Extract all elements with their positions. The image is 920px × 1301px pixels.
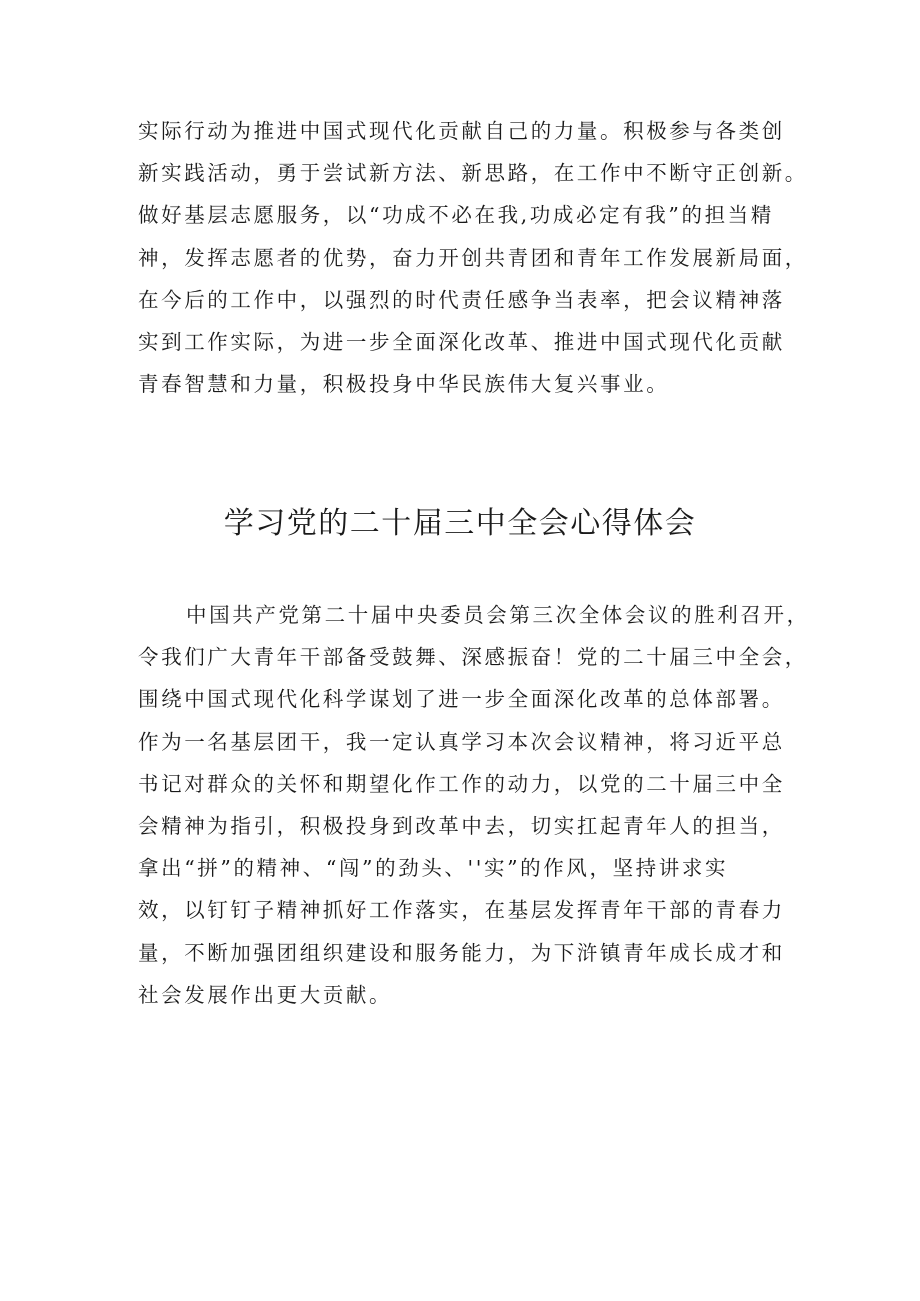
paragraph-line: 社会发展作出更大贡献。 (138, 982, 393, 1007)
paragraph-line: 令我们广大青年干部备受鼓舞、深感振奋！党的二十届三中全会， (138, 645, 808, 670)
paragraph-line: 中国共产党第二十届中央委员会第三次全体会议的胜利召开， (186, 603, 810, 627)
paragraph-line: 实际行动为推进中国式现代化贡献自己的力量。积极参与各类创 (138, 119, 785, 143)
paragraph-line: 实到工作实际，为进一步全面深化改革、推进中国式现代化贡献 (138, 329, 785, 354)
paragraph-line: 书记对群众的关怀和期望化作工作的动力，以党的二十届三中全 (138, 771, 785, 796)
paragraph-line: 会精神为指引，积极投身到改革中去，切实扛起青年人的担当， (138, 813, 785, 838)
paragraph-line: 拿出“拼”的精神、“闯”的劲头、''实”的作风，坚持讲求实 (138, 856, 729, 881)
paragraph-line: 围绕中国式现代化科学谋划了进一步全面深化改革的总体部署。 (138, 687, 785, 712)
paragraph-line: 做好基层志愿服务，以“功成不必在我,功成必定有我”的担当精 (138, 203, 774, 228)
paragraph-line: 新实践活动，勇于尝试新方法、新思路，在工作中不断守正创新。 (138, 161, 808, 186)
continuation-paragraph (138, 110, 808, 405)
paragraph-line: 效，以钉钉子精神抓好工作落实，在基层发挥青年干部的青春力 (138, 898, 785, 923)
paragraph-line: 在今后的工作中，以强烈的时代责任感争当表率，把会议精神落 (138, 287, 785, 312)
paragraph-line: 作为一名基层团干，我一定认真学习本次会议精神，将习近平总 (138, 729, 785, 754)
body-paragraph (138, 594, 810, 1016)
paragraph-line: 神，发挥志愿者的优势，奋力开创共青团和青年工作发展新局面， (138, 245, 808, 270)
paragraph-line: 量，不断加强团组织建设和服务能力，为下浒镇青年成长成才和 (138, 940, 785, 965)
document-title: 学习党的二十届三中全会心得体会 (223, 506, 697, 541)
paragraph-line: 青春智慧和力量，积极投身中华民族伟大复兴事业。 (138, 372, 670, 397)
